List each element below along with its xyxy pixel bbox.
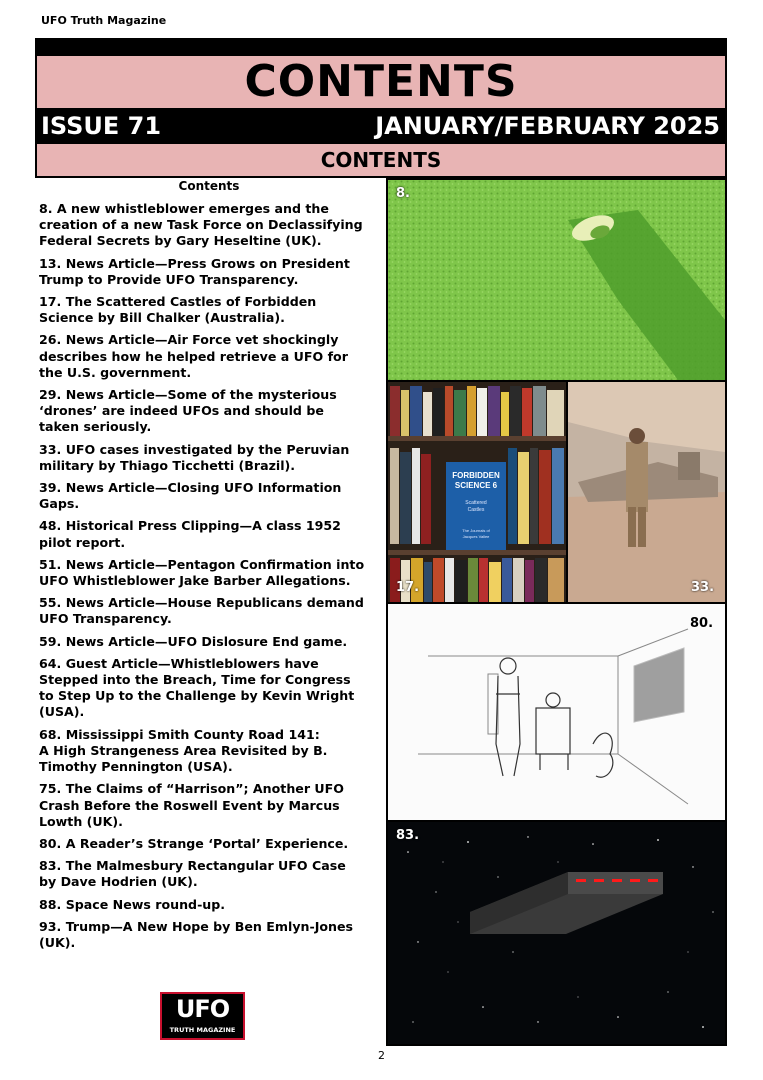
photo-8-label: 8.: [396, 186, 410, 201]
photo-33-pilot-jet: [568, 382, 725, 602]
toc-item: [39, 656, 379, 721]
toc-item-line: Gaps.: [39, 496, 80, 512]
toc-item: [39, 858, 379, 890]
logo-sub-text: TRUTH MAGAZINE: [169, 1026, 236, 1034]
toc-item: [39, 727, 379, 776]
toc-item: [39, 518, 379, 550]
photo-17-label: 17.: [396, 580, 420, 595]
toc-item: [39, 557, 379, 589]
issue-date: JANUARY/FEBRUARY 2025: [375, 112, 720, 140]
toc-item: [39, 634, 379, 650]
toc-item: [39, 201, 379, 250]
toc-item-line: 93. Trump—A New Hope by Ben Emlyn-Jones: [39, 918, 354, 934]
toc-item-line: UFO Whistleblower Jake Barber Allegations.: [39, 573, 351, 589]
toc-item-line: pilot report.: [39, 534, 126, 550]
toc-item-line: 8. A new whistleblower emerges and the: [39, 201, 329, 216]
photo-17-bookshelf: [388, 382, 566, 602]
toc-item-line: to Step Up to the Challenge by Kevin Wright: [39, 688, 355, 704]
toc-item-line: A High Strangeness Area Revisited by B.: [39, 742, 328, 758]
page-title: CONTENTS: [35, 56, 727, 108]
toc-item-line: 80. A Reader’s Strange ‘Portal’ Experience.: [39, 835, 349, 851]
toc-item-line: Science by Bill Chalker (Australia).: [39, 310, 285, 326]
toc-item-line: ‘drones’ are indeed UFOs and should be: [39, 403, 324, 419]
toc-item-line: 29. News Article—Some of the mysterious: [39, 387, 337, 403]
toc-item-line: Crash Before the Roswell Event by Marcus: [39, 797, 340, 813]
toc-item-line: 17. The Scattered Castles of Forbidden: [39, 294, 317, 310]
issue-number: ISSUE 71: [41, 112, 162, 140]
book-title-line2: SCIENCE 6: [454, 481, 498, 490]
toc-item-line: by Dave Hodrien (UK).: [39, 874, 198, 890]
toc-item-line: Federal Secrets by Gary Heseltine (UK).: [39, 233, 322, 249]
issue-bar: [35, 108, 727, 144]
toc-item: [39, 781, 379, 830]
toc-item-line: 75. The Claims of “Harrison”; Another UFO: [39, 781, 344, 797]
toc-item-line: 26. News Article—Air Force vet shockingly: [39, 332, 339, 348]
book-sub3: The Journals of: [462, 528, 490, 533]
toc-item: [39, 480, 379, 512]
magazine-header-label: UFO Truth Magazine: [41, 14, 167, 27]
toc-item-line: 83. The Malmesbury Rectangular UFO Case: [39, 858, 346, 874]
contents-heading: Contents: [178, 179, 240, 193]
photo-8-green-ground: [388, 180, 725, 380]
photo-80-sketch: [388, 604, 725, 820]
toc-item-line: 33. UFO cases investigated by the Peruvian: [39, 441, 350, 457]
toc-item: [39, 836, 379, 852]
toc-item-line: Timothy Pennington (USA).: [39, 759, 233, 775]
toc-item-line: 64. Guest Article—Whistleblowers have: [39, 655, 319, 671]
toc-item-line: the U.S. government.: [39, 364, 192, 380]
toc-item-line: 68. Mississippi Smith County Road 141:: [39, 726, 320, 742]
toc-item-line: creation of a new Task Force on Declassifying: [39, 217, 363, 233]
logo-main-text: UFO: [175, 995, 230, 1023]
photo-80-label: 80.: [690, 616, 714, 631]
toc-item: [39, 256, 379, 288]
photo-collage: [386, 178, 727, 1046]
photo-83-night-sky: [388, 822, 725, 1044]
toc-item-line: 48. Historical Press Clipping—A class 1952: [39, 518, 341, 534]
toc-item-line: UFO Transparency.: [39, 611, 172, 627]
toc-item-line: 39. News Article—Closing UFO Information: [39, 480, 342, 496]
toc-item: [39, 595, 379, 627]
toc-item-line: 55. News Article—House Republicans demand: [39, 595, 364, 611]
toc-item: [39, 919, 379, 951]
toc-item-line: (UK).: [39, 934, 76, 950]
book-title-line1: FORBIDDEN: [452, 471, 500, 480]
toc-item: [39, 332, 379, 381]
toc-items: [39, 201, 379, 951]
photo-33-label: 33.: [691, 580, 715, 595]
toc-item-line: 88. Space News round-up.: [39, 896, 226, 912]
section-subtitle: CONTENTS: [35, 144, 727, 178]
toc-item-line: military by Thiago Ticchetti (Brazil).: [39, 457, 296, 473]
toc-item-line: taken seriously.: [39, 419, 152, 435]
toc-item-line: 59. News Article—UFO Dislosure End game.: [39, 633, 348, 649]
toc-item-line: (USA).: [39, 704, 85, 720]
toc-item: [39, 387, 379, 436]
contents-list: [39, 179, 379, 957]
photo-83-label: 83.: [396, 828, 420, 843]
book-sub1: Scattered: [465, 500, 487, 506]
toc-item-line: describes how he helped retrieve a UFO for: [39, 348, 348, 364]
book-sub4: Jacques Vallee: [462, 534, 490, 539]
toc-item-line: Trump to Provide UFO Transparency.: [39, 271, 299, 287]
toc-item-line: 51. News Article—Pentagon Confirmation into: [39, 556, 365, 572]
toc-item: [39, 442, 379, 474]
toc-item-line: Lowth (UK).: [39, 813, 123, 829]
book-sub2: Castles: [467, 507, 485, 513]
ufo-truth-logo: [160, 992, 245, 1040]
toc-item-line: 13. News Article—Press Grows on President: [39, 255, 350, 271]
toc-item-line: Stepped into the Breach, Time for Congress: [39, 672, 351, 688]
toc-item: [39, 294, 379, 326]
toc-item: [39, 897, 379, 913]
page-number: 2: [378, 1049, 385, 1062]
top-black-bar: [35, 38, 727, 56]
